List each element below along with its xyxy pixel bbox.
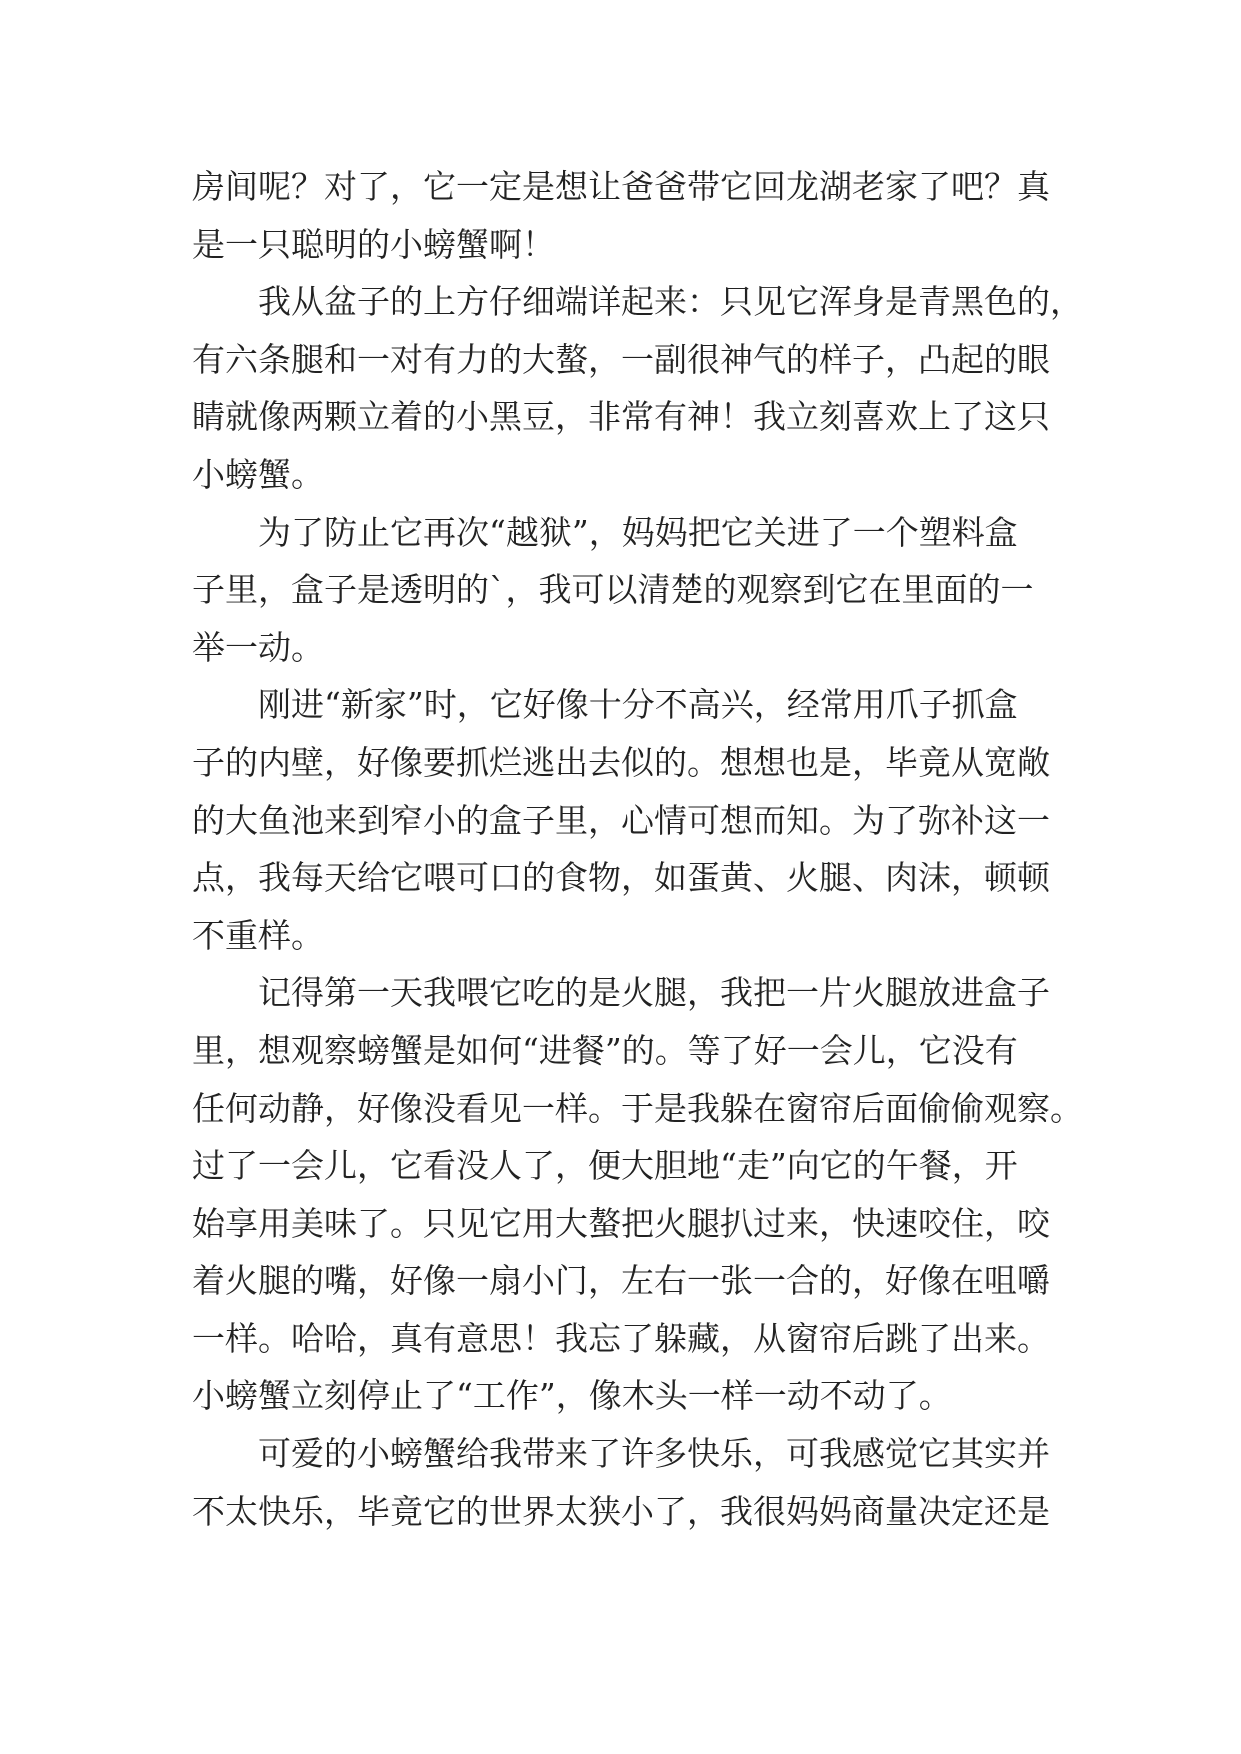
article-body [192,158,1092,1540]
text-line: 是一只聪明的小螃蟹啊！ [192,224,555,264]
paragraph-start-line: 刚进“新家”时，它好像十分不高兴，经常用爪子抓盒 [258,685,1018,725]
text-line: 过了一会儿，它看没人了，便大胆地“走”向它的午餐，开 [192,1146,1018,1186]
text-line: 小螃蟹立刻停止了“工作”，像木头一样一动不动了。 [192,1376,952,1416]
text-line: 不太快乐，毕竟它的世界太狭小了，我很妈妈商量决定还是 [192,1491,1050,1531]
text-line: 着火腿的嘴，好像一扇小门，左右一张一合的，好像在咀嚼 [192,1261,1050,1301]
text-line: 的大鱼池来到窄小的盒子里，心情可想而知。为了弥补这一 [192,800,1050,840]
text-line: 不重样。 [192,915,324,955]
text-line: 任何动静，好像没看见一样。于是我躲在窗帘后面偷偷观察。 [192,1088,1083,1128]
text-line: 子里，盒子是透明的`，我可以清楚的观察到它在里面的一 [192,570,1034,610]
text-line: 里，想观察螃蟹是如何“进餐”的。等了好一会儿，它没有 [192,1030,1018,1070]
text-line: 有六条腿和一对有力的大螯，一副很神气的样子，凸起的眼 [192,339,1050,379]
text-line: 睛就像两颗立着的小黑豆，非常有神！我立刻喜欢上了这只 [192,397,1050,437]
text-line: 举一动。 [192,627,324,667]
text-line: 子的内壁，好像要抓烂逃出去似的。想想也是，毕竟从宽敞 [192,742,1050,782]
paragraph-start-line: 可爱的小螃蟹给我带来了许多快乐，可我感觉它其实并 [258,1434,1050,1474]
text-line: 点，我每天给它喂可口的食物，如蛋黄、火腿、肉沫，顿顿 [192,858,1050,898]
text-line: 小螃蟹。 [192,454,324,494]
text-line: 房间呢？对了，它一定是想让爸爸带它回龙湖老家了吧？真 [192,167,1050,206]
paragraph-start-line: 记得第一天我喂它吃的是火腿，我把一片火腿放进盒子 [258,973,1050,1013]
paragraph-start-line: 为了防止它再次“越狱”，妈妈把它关进了一个塑料盒 [258,512,1018,552]
text-line: 始享用美味了。只见它用大螯把火腿扒过来，快速咬住，咬 [192,1203,1050,1243]
paragraph-start-line: 我从盆子的上方仔细端详起来：只见它浑身是青黑色的， [258,282,1083,322]
text-line: 一样。哈哈，真有意思！我忘了躲藏，从窗帘后跳了出来。 [192,1318,1050,1358]
